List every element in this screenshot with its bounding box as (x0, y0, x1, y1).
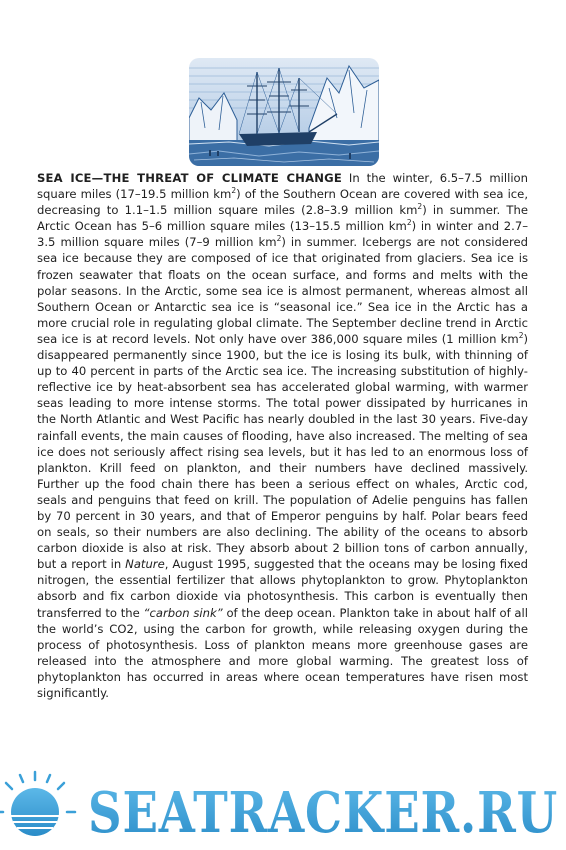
article-text: In the winter, 6.5–7.5 million square miles (17–19.5 million km (37, 171, 528, 202)
article-text: ) in summer. The Arctic Ocean has 5–6 million square miles (13–15.5 million km (37, 203, 528, 234)
carbon-sink-term: “carbon sink” (143, 605, 223, 620)
article-heading: SEA ICE—THE THREAT OF CLIMATE CHANGE (37, 171, 342, 185)
ship-in-ice-illustration (189, 58, 379, 166)
superscript: 2 (276, 234, 282, 244)
superscript: 2 (518, 331, 524, 341)
watermark-text: SEATRACKER.RU (88, 780, 558, 846)
sun-icon (0, 772, 75, 836)
article-text: ) in winter and 2.7–3.5 million square miles (7–9 million km (37, 219, 528, 250)
superscript: 2 (417, 202, 423, 212)
article-text: ) in summer. Icebergs are not considered sea ice because they are composed of ice that originated from glaciers. Sea ice is frozen seawater that floats on the ocean surface, and forms and melts with the polar seasons. In the Arctic, some sea ice is almost permanent, whereas almost all Southern Ocean or Antarctic sea ice is “seasonal ice.” Sea ice in the Arctic has a more crucial role in regulating global climate. The September decline trend in Arctic sea ice is at record levels. Not only have over 386,000 square miles (1 million km (37, 235, 529, 346)
ship-engraving-icon (189, 58, 379, 166)
superscript: 2 (406, 218, 412, 228)
article-text: ) disappeared permanently since 1900, but the ice is losing its bulk, with thinning of up to 40 percent in parts of the Arctic sea ice. The increasing substitution of highly-reflective ice by heat-absorbent sea has accelerated global warming, with warmer seas leading to more intense storms. The total power dissipated by hurricanes in the North Atlantic and West Pacific has nearly doubled in the last 30 years. Five-day rainfall events, the main causes of flooding, have also increased. The melting of sea ice does not seriously affect rising sea levels, but it has led to an enormous loss of plankton. Krill feed on plankton, and their numbers have declined massively. Further up the food chain there has been a serious effect on whales, Arctic cod, seals and penguins that feed on krill. The population of Adelie penguins has fallen by 70 percent in 30 years, and that of Emperor penguins by half. Polar bears feed on seals, so their numbers are also declining. The ability of the oceans to absorb carbon dioxide is also at risk. They absorb about 2 billion tons of carbon annually, but a report in (37, 331, 528, 572)
article-text: ) of the Southern Ocean are covered with sea ice, decreasing to 1.1–1.5 million square miles (2.8–3.9 million km (37, 187, 529, 218)
article-body (37, 170, 528, 701)
journal-name: Nature (125, 557, 165, 572)
article-text: , August 1995, suggested that the oceans may be losing fixed nitrogen, the essential fertilizer that allows phytoplankton to grow. Phytoplankton absorb and fix carbon dioxide via photosynthesis. This carbon is eventually then transferred to the (37, 557, 528, 620)
article-text: of the deep ocean. Plankton take in about half of all the world’s CO2, using the carbon for growth, while releasing oxygen during the process of photosynthesis. Loss of plankton means more greenhouse gases are released into the atmosphere and more global warming. The greatest loss of phytoplankton has occurred in areas where ocean temperatures have risen most significantly. (37, 605, 528, 700)
seatracker-watermark (0, 770, 566, 850)
seatracker-logo (0, 770, 566, 850)
superscript: 2 (231, 186, 237, 196)
